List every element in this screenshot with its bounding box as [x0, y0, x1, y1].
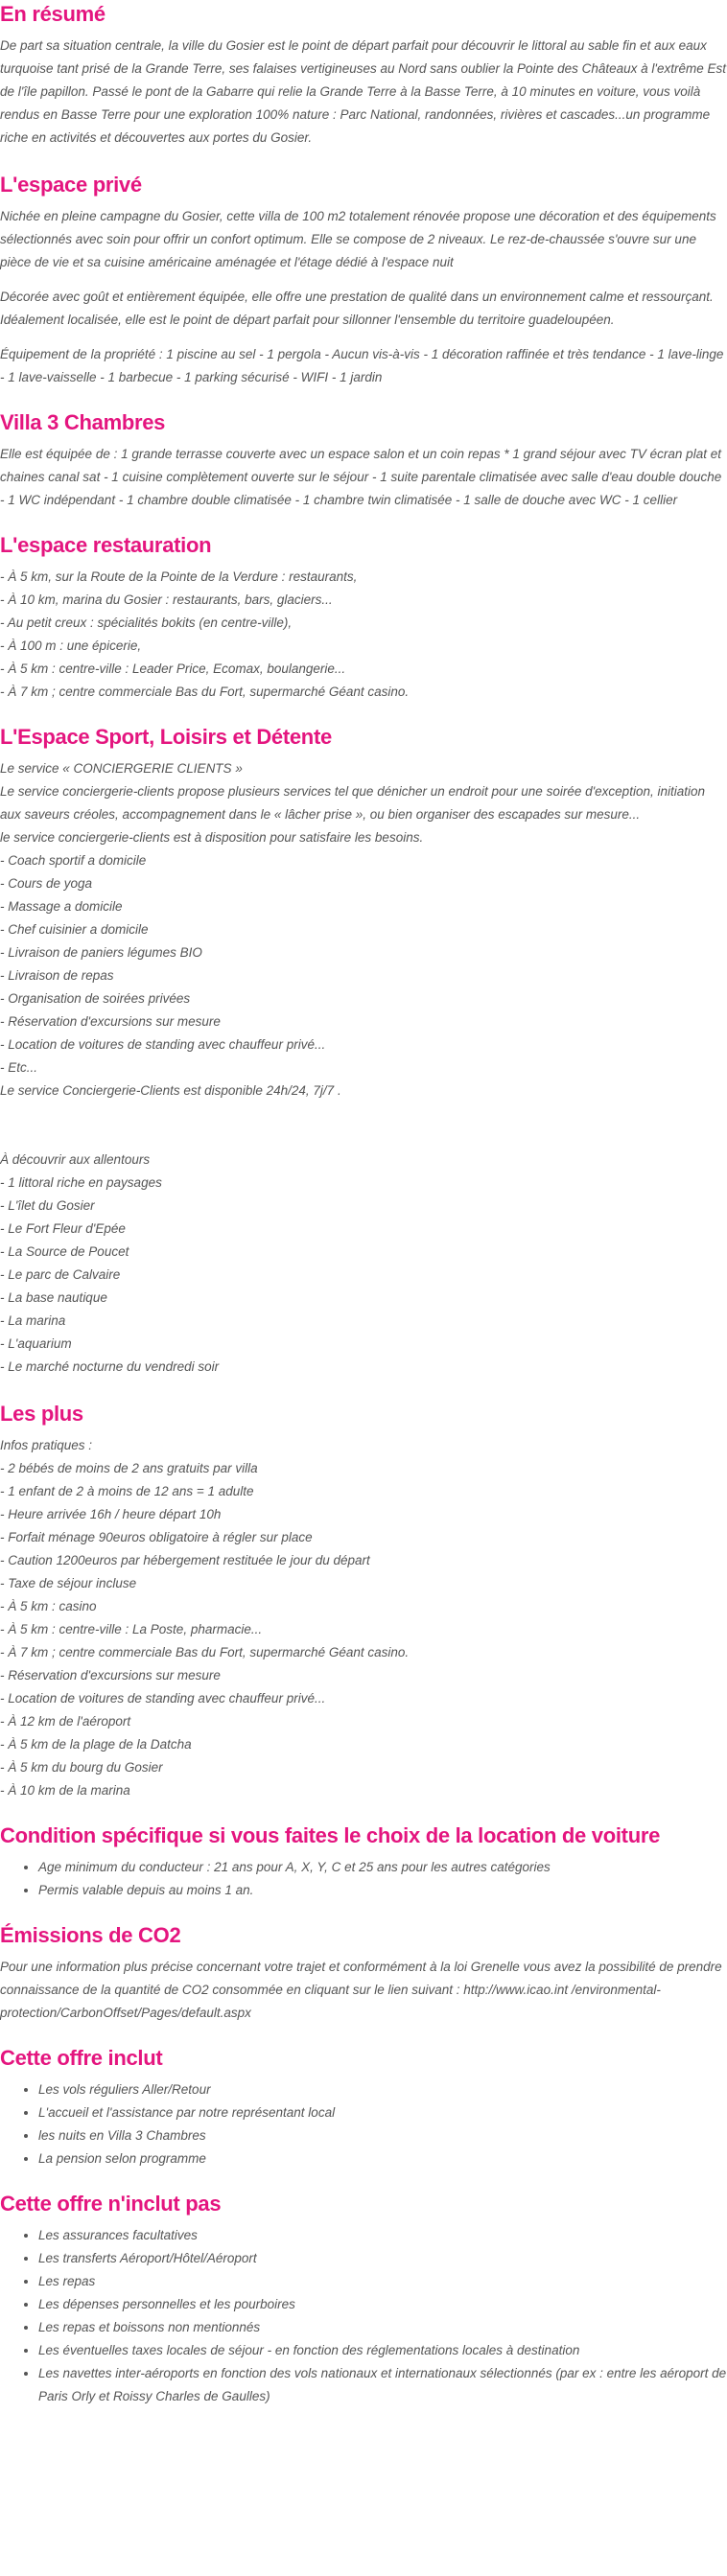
text-line: - Organisation de soirées privées [0, 991, 191, 1006]
text-line: - Massage a domicile [0, 899, 123, 914]
list-item: • Les éventuelles taxes locales de séjour - en fonction des réglementations locales à destination [38, 2339, 727, 2362]
co2-section [0, 1921, 727, 2025]
list-item: • L'accueil et l'assistance par notre représentant local [38, 2101, 727, 2124]
text-line: - Chef cuisinier a domicile [0, 922, 149, 937]
villa-text: Elle est équipée de : 1 grande terrasse couverte avec un espace salon et un coin repas * 1 grand séjour avec TV écran plat et chaines canal sat - 1 cuisine complètement ouverte sur le séjour - 1 suite parentale climatisée avec salle d'eau double douche - 1 WC indépendant - 1 chambre double climatisée - 1 chambre twin climatisée - 1 salle de douche avec WC - 1 cellier [0, 447, 722, 507]
text-line: le service conciergerie-clients est à disposition pour satisfaire les besoins. [0, 830, 424, 845]
text-line: Le service conciergerie-clients propose plusieurs services tel que dénicher un endroit pour une soirée d'exception, initiation aux saveurs créoles, accompagnement dans le « lâcher prise », ou bien organiser des escapades sur mesure... [0, 784, 709, 822]
inclut-section [0, 2044, 727, 2170]
text-line: - L'îlet du Gosier [0, 1198, 95, 1213]
text-line: - 1 littoral riche en paysages [0, 1175, 162, 1190]
text-line: - À 7 km ; centre commerciale Bas du Fort, supermarché Géant casino. [0, 685, 410, 699]
text-line: - À 5 km : centre-ville : Leader Price, Ecomax, boulangerie... [0, 661, 346, 676]
text-line: - 2 bébés de moins de 2 ans gratuits par villa [0, 1461, 258, 1475]
text-line: - Forfait ménage 90euros obligatoire à régler sur place [0, 1530, 313, 1544]
condition-title: Condition spécifique si vous faites le choix de la location de voiture [0, 1823, 661, 1847]
text-line: - À 5 km de la plage de la Datcha [0, 1737, 192, 1752]
text-line [0, 1126, 727, 1149]
text-line: Le service Conciergerie-Clients est disponible 24h/24, 7j/7 . [0, 1083, 341, 1098]
text-line: - 1 enfant de 2 à moins de 12 ans = 1 adulte [0, 1484, 254, 1498]
text-line: - Réservation d'excursions sur mesure [0, 1668, 221, 1683]
text-line: - Cours de yoga [0, 876, 93, 891]
text-line: - Caution 1200euros par hébergement restituée le jour du départ [0, 1553, 370, 1567]
text-line: - Le Fort Fleur d'Epée [0, 1221, 126, 1236]
list-item: • La pension selon programme [38, 2147, 727, 2170]
list-item: • Les assurances facultatives [38, 2224, 727, 2247]
plus-list [0, 1434, 727, 1802]
espace-prive-section [0, 171, 727, 389]
list-item: • Les repas et boissons non mentionnés [38, 2316, 727, 2339]
text-line: - La marina [0, 1313, 66, 1328]
co2-text: Pour une information plus précise concernant votre trajet et conformément à la loi Grenelle vous avez la possibilité de prendre connaissance de la quantité de CO2 consommée en cliquant sur le lien suivant : http://www.icao.int /environmental-protection/CarbonOffset/Pages/default.aspx [0, 1960, 722, 2020]
condition-section [0, 1822, 727, 1902]
text-line: - À 5 km : casino [0, 1599, 97, 1613]
ninclut-list [0, 2224, 727, 2408]
restauration-title: L'espace restauration [0, 533, 212, 557]
condition-list [0, 1856, 727, 1902]
espace-prive-paragraph: Nichée en pleine campagne du Gosier, cette villa de 100 m2 totalement rénovée propose une décoration et des équipements sélectionnés avec soin pour offrir un confort optimum. Elle se compose de 2 niveaux. Le rez-de-chaussée s'ouvre sur une pièce de vie et sa cuisine américaine aménagée et l'étage dédié à l'espace nuit [0, 209, 716, 269]
resume-section [0, 0, 727, 150]
text-line: - À 5 km, sur la Route de la Pointe de la Verdure : restaurants, [0, 569, 358, 584]
sport-list [0, 757, 727, 1379]
co2-title: Émissions de CO2 [0, 1923, 181, 1947]
text-line: - Etc... [0, 1060, 38, 1075]
text-line: Le service « CONCIERGERIE CLIENTS » [0, 761, 243, 776]
text-line: - À 10 km de la marina [0, 1783, 130, 1798]
text-line: - À 100 m : une épicerie, [0, 638, 142, 653]
text-line: - Heure arrivée 16h / heure départ 10h [0, 1507, 222, 1521]
text-line: - Livraison de paniers légumes BIO [0, 945, 202, 960]
villa-section [0, 408, 727, 512]
text-line [0, 1102, 727, 1126]
resume-text: De part sa situation centrale, la ville du Gosier est le point de départ parfait pour découvrir le littoral au sable fin et aux eaux turquoise tant prisé de la Grande Terre, ses falaises vertigineuses au Nord sans oublier la Pointe des Châteaux à l'extrême Est de l'île papillon. Passé le pont de la Gabarre qui relie la Grande Terre à la Basse Terre, à 10 minutes en voiture, vous voilà rendus en Basse Terre pour une exploration 100% nature : Parc National, randonnées, rivières et cascades...un programme riche en activités et découvertes aux portes du Gosier. [0, 38, 726, 145]
text-line: - À 7 km ; centre commerciale Bas du Fort, supermarché Géant casino. [0, 1645, 410, 1659]
text-line: - Au petit creux : spécialités bokits (en centre-ville), [0, 615, 293, 630]
list-item: • Les dépenses personnelles et les pourboires [38, 2293, 727, 2316]
text-line: - À 12 km de l'aéroport [0, 1714, 131, 1729]
text-line: - À 10 km, marina du Gosier : restaurants, bars, glaciers... [0, 592, 333, 607]
text-line: - Livraison de repas [0, 968, 114, 983]
plus-title: Les plus [0, 1402, 83, 1426]
equipment-paragraph: Équipement de la propriété : 1 piscine au sel - 1 pergola - Aucun vis-à-vis - 1 décoration raffinée et très tendance - 1 lave-linge - 1 lave-vaisselle - 1 barbecue - 1 parking sécurisé - WIFI - 1 jardin [0, 347, 724, 384]
sport-title: L'Espace Sport, Loisirs et Détente [0, 725, 332, 749]
text-line: - À 5 km du bourg du Gosier [0, 1760, 163, 1775]
restauration-section [0, 531, 727, 704]
inclut-list [0, 2078, 727, 2170]
text-line: - La Source de Poucet [0, 1244, 129, 1259]
espace-prive-title: L'espace privé [0, 173, 142, 197]
text-line: - Coach sportif a domicile [0, 853, 147, 868]
text-line: - Location de voitures de standing avec chauffeur privé... [0, 1691, 326, 1706]
text-line: - Réservation d'excursions sur mesure [0, 1014, 221, 1029]
text-line: - Le marché nocturne du vendredi soir [0, 1359, 220, 1374]
ninclut-section [0, 2190, 727, 2408]
list-item: • Permis valable depuis au moins 1 an. [38, 1879, 727, 1902]
resume-title: En résumé [0, 2, 106, 26]
villa-title: Villa 3 Chambres [0, 410, 166, 434]
list-item: • Age minimum du conducteur : 21 ans pour A, X, Y, C et 25 ans pour les autres catégories [38, 1856, 727, 1879]
plus-section [0, 1400, 727, 1802]
text-line: - Taxe de séjour incluse [0, 1576, 137, 1590]
list-item: • Les vols réguliers Aller/Retour [38, 2078, 727, 2101]
list-item: • Les transferts Aéroport/Hôtel/Aéroport [38, 2247, 727, 2270]
sport-section [0, 723, 727, 1379]
text-line: - L'aquarium [0, 1336, 72, 1351]
list-item: • Les repas [38, 2270, 727, 2293]
text-line: - À 5 km : centre-ville : La Poste, pharmacie... [0, 1622, 263, 1636]
text-line: - Le parc de Calvaire [0, 1267, 121, 1282]
text-line: - Location de voitures de standing avec chauffeur privé... [0, 1037, 326, 1052]
restauration-list [0, 566, 727, 704]
text-line: - La base nautique [0, 1290, 107, 1305]
text-line: À découvrir aux allentours [0, 1152, 151, 1167]
text-line: Infos pratiques : [0, 1438, 93, 1452]
inclut-title: Cette offre inclut [0, 2046, 163, 2070]
list-item: • les nuits en Villa 3 Chambres [38, 2124, 727, 2147]
list-item: • Les navettes inter-aéroports en fonction des vols nationaux et internationaux sélectionnés (par ex : entre les aéroport de Paris Orly et Roissy Charles de Gaulles) [38, 2362, 727, 2408]
ninclut-title: Cette offre n'inclut pas [0, 2192, 222, 2216]
espace-prive-paragraph: Décorée avec goût et entièrement équipée, elle offre une prestation de qualité dans un environnement calme et ressourçant. Idéalement localisée, elle est le point de départ parfait pour sillonner l'ensemble du territoire guadeloupéen. [0, 290, 714, 327]
